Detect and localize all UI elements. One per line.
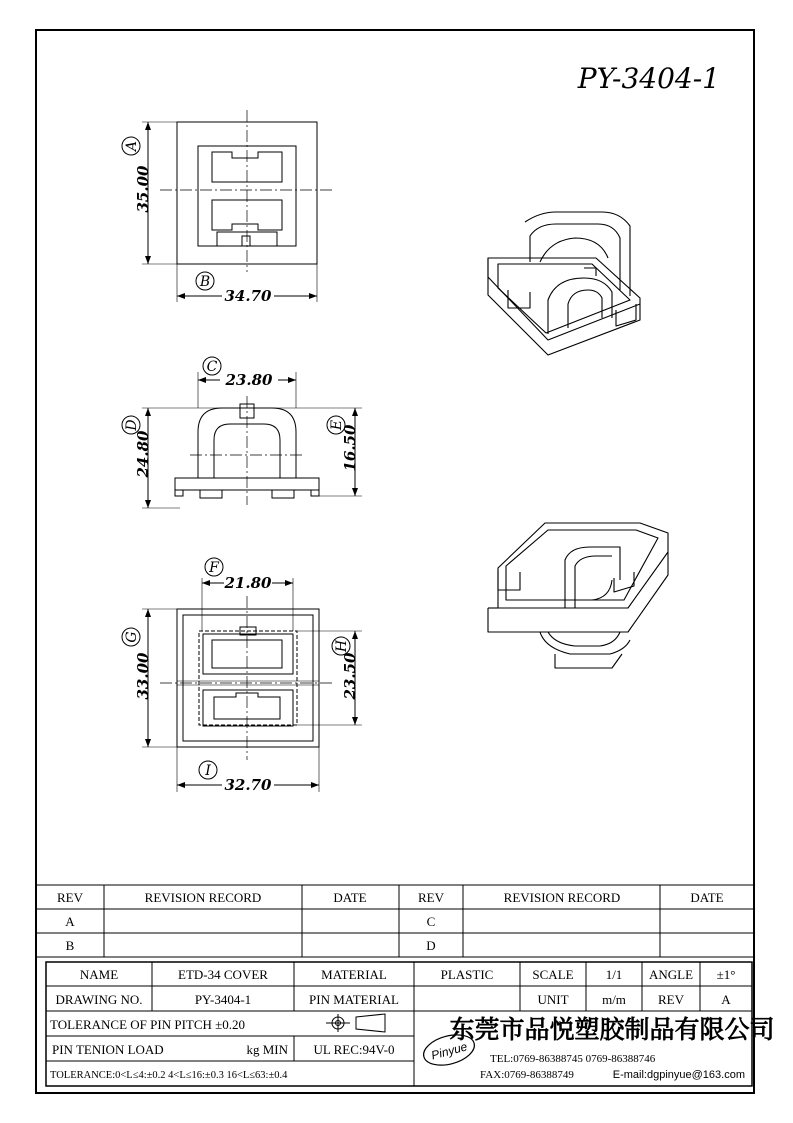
scale-label: SCALE (532, 967, 574, 982)
rev-header-right: REV (418, 890, 444, 905)
rev-row-d: D (426, 938, 436, 953)
iso2-curve (592, 580, 612, 600)
balloon-i-label: I (205, 763, 211, 779)
side-foot-left (200, 490, 222, 498)
bottom-dim-inner-width: 21.80 (224, 574, 272, 592)
isometric-view-bottom (488, 523, 668, 668)
balloon-g-label: G (124, 631, 140, 643)
side-dim-width: 23.80 (225, 371, 273, 389)
rev-header-left: REV (57, 890, 83, 905)
angle-label: ANGLE (648, 967, 694, 982)
top-pin (242, 236, 250, 246)
company-email: E-mail:dgpinyue@163.com (612, 1069, 745, 1081)
logo-text: Pinyue (429, 1039, 469, 1063)
pin-tension-value: kg MIN (246, 1042, 288, 1057)
balloon-d-label: D (124, 419, 140, 431)
date-header-right: DATE (690, 890, 724, 905)
company-fax: FAX:0769-86388749 (480, 1069, 574, 1081)
balloon-a-label: A (124, 140, 140, 152)
scale-value: 1/1 (605, 967, 623, 982)
balloon-b-label: B (199, 274, 211, 290)
company-name: 东莞市品悦塑胶制品有限公司 (449, 1015, 775, 1044)
iso2-under-base (555, 654, 622, 668)
bottom-dim-height2: 23.50 (341, 652, 359, 700)
iso1-base-inner (498, 264, 630, 333)
balloon-e-label: E (329, 419, 345, 431)
iso1-back-inner (530, 224, 620, 290)
drawing-no-value: PY-3404-1 (194, 992, 252, 1007)
company-tel: TEL:0769-86388745 0769-86388746 (490, 1053, 656, 1065)
iso1-base-outer (488, 258, 640, 355)
drawing-number: PY-3404-1 (577, 62, 720, 95)
iso1-left-tab (508, 290, 530, 308)
top-dim-width: 34.70 (224, 287, 272, 305)
name-value: ETD-34 COVER (178, 967, 268, 982)
unit-value: m/m (602, 992, 626, 1007)
drawing-no-label: DRAWING NO. (55, 992, 143, 1007)
pin-material-label: PIN MATERIAL (309, 992, 399, 1007)
pin-tension-label: PIN TENION LOAD (52, 1042, 164, 1057)
iso2-base-edge (488, 552, 668, 632)
record-header-right: REVISION RECORD (503, 890, 621, 905)
side-foot-right (272, 490, 294, 498)
projection-symbol-icon (326, 1014, 385, 1032)
rev-label: REV (658, 992, 684, 1007)
iso2-top-inner (506, 530, 658, 600)
balloon-c-label: C (206, 359, 218, 375)
balloon-f-label: F (209, 560, 219, 576)
side-dim-height: 24.80 (134, 430, 152, 478)
iso2-under-arch (540, 632, 630, 654)
iso1-back-frame (525, 212, 630, 296)
top-dim-height: 35.00 (134, 165, 152, 213)
ul-rec: UL REC:94V-0 (313, 1042, 395, 1057)
record-header-left: REVISION RECORD (144, 890, 262, 905)
rev-row-a: A (65, 914, 75, 929)
material-label: MATERIAL (321, 967, 387, 982)
iso2-left-tab (498, 570, 520, 590)
rev-row-b: B (65, 938, 75, 953)
balloon-h-label: H (334, 639, 350, 653)
revision-table-text (57, 890, 724, 953)
side-arrows (145, 377, 358, 508)
isometric-view-top (488, 212, 640, 355)
name-label: NAME (79, 967, 119, 982)
date-header-left: DATE (333, 890, 367, 905)
iso2-right-tab (614, 572, 634, 592)
tolerance-general: TOLERANCE:0<L≤4:±0.2 4<L≤16:±0.3 16<L≤63:±0.4 (50, 1070, 288, 1081)
rev-value: A (721, 992, 731, 1007)
rev-row-c: C (426, 914, 436, 929)
top-view (122, 110, 335, 302)
bottom-dim-height: 33.00 (134, 652, 152, 700)
top-arrows (145, 122, 317, 299)
iso2-under-arch-inner (548, 632, 620, 646)
side-dim-height2: 16.50 (341, 424, 359, 472)
unit-label: UNIT (537, 992, 569, 1007)
iso1-base-edge (488, 258, 640, 340)
material-value: PLASTIC (440, 967, 494, 982)
iso1-pin (584, 268, 596, 276)
tolerance-pitch: TOLERANCE OF PIN PITCH ±0.20 (50, 1017, 246, 1032)
bottom-view (122, 558, 362, 792)
bottom-dim-width: 32.70 (224, 776, 272, 794)
angle-value: ±1° (716, 967, 736, 982)
